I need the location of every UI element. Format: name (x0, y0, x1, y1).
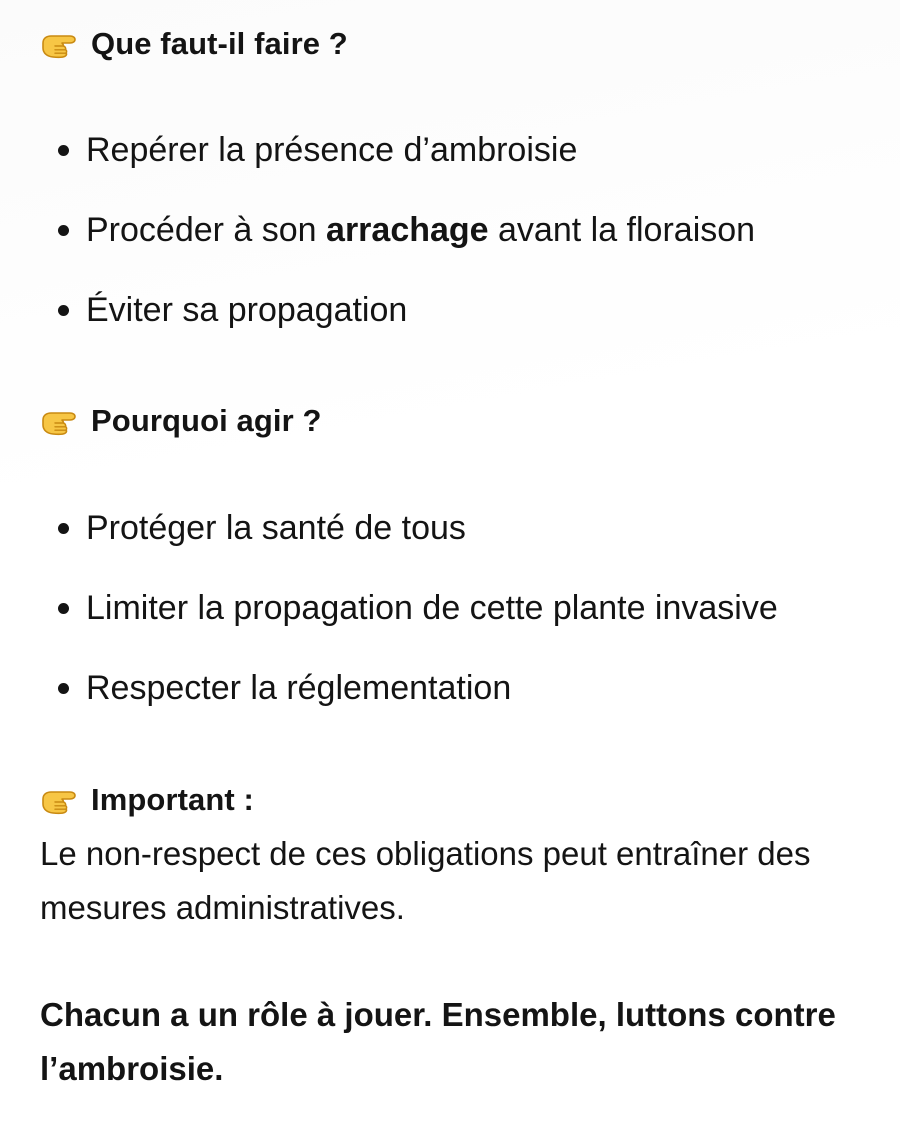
emphasis-text: arrachage (326, 210, 489, 249)
important-paragraph: Le non-respect de ces obligations peut entraîner des mesures administratives. (40, 835, 811, 926)
list-item-text: Limiter la propagation de cette plante invasive (86, 588, 778, 627)
bullet-dot (58, 305, 69, 316)
list-item (56, 110, 755, 190)
bullet-dot (58, 225, 69, 236)
pointing-hand-icon (40, 783, 82, 817)
bullet-dot (58, 683, 69, 694)
list-item-text: Protéger la santé de tous (86, 508, 466, 547)
list-item (56, 488, 778, 568)
section-title: Important : (91, 782, 254, 817)
list-item (56, 270, 755, 350)
bullet-dot (58, 523, 69, 534)
list-item-text: Respecter la réglementation (86, 668, 512, 707)
list-item (56, 190, 755, 270)
bullet-list-why (56, 488, 778, 728)
list-item (56, 568, 778, 648)
pointing-hand-icon (40, 27, 82, 61)
list-item-text: Repérer la présence d’ambroisie (86, 130, 578, 169)
pointing-hand-icon (40, 404, 82, 438)
section-heading-why (40, 397, 322, 445)
section-heading-important (40, 776, 254, 824)
list-item (56, 648, 778, 728)
section-heading-what (40, 20, 348, 68)
list-item-text: Procéder à son arrachage avant la floraison (86, 210, 756, 249)
list-item-text: Éviter sa propagation (86, 290, 408, 329)
section-title: Pourquoi agir ? (91, 403, 322, 438)
section-title: Que faut-il faire ? (91, 26, 348, 61)
closing-statement: Chacun a un rôle à jouer. Ensemble, luttons contre l’ambroisie. (40, 996, 836, 1087)
bullet-list-what (56, 110, 755, 350)
bullet-dot (58, 603, 69, 614)
bullet-dot (58, 145, 69, 156)
